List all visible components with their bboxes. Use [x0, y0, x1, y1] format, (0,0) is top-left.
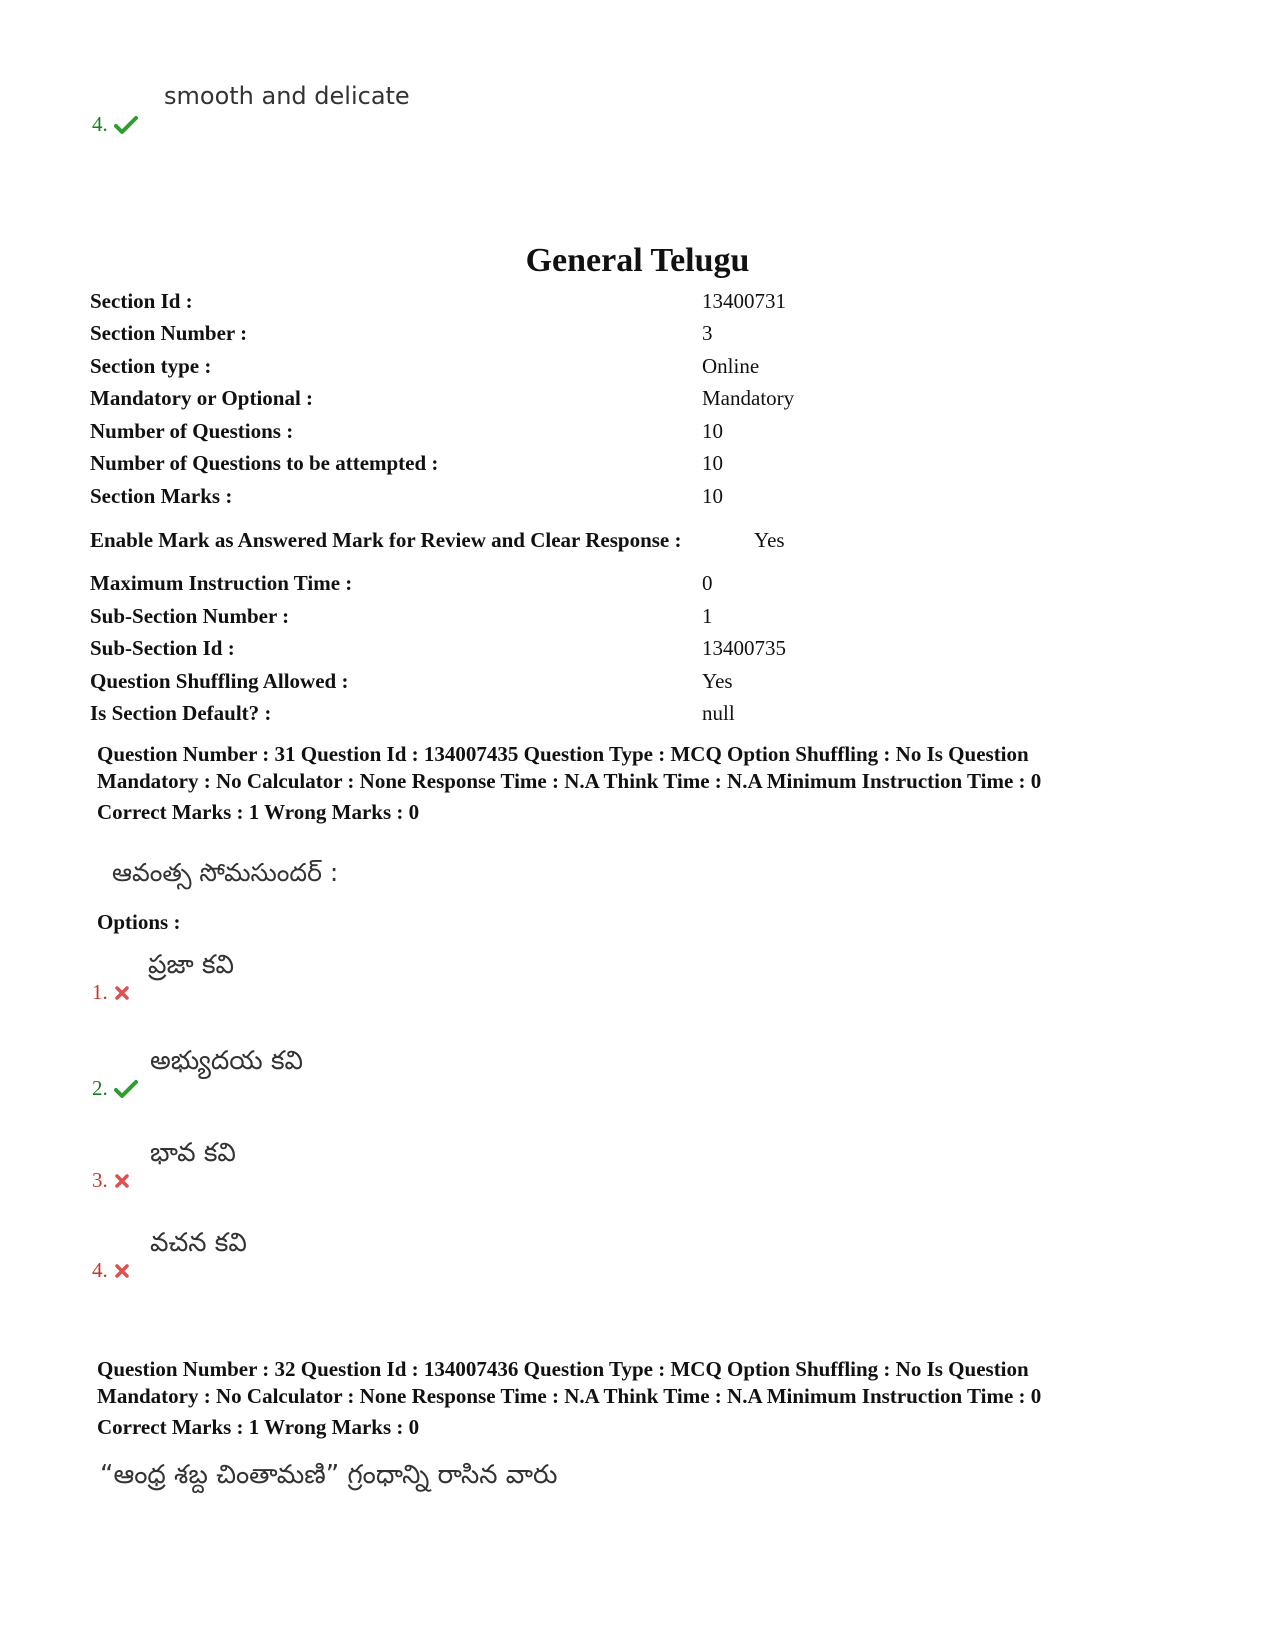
info-value: 3 [702, 321, 713, 346]
section-info-row [90, 285, 794, 318]
section-info-row [90, 480, 794, 513]
info-value: 13400735 [702, 636, 786, 661]
checkmark-icon [114, 1079, 138, 1099]
info-value: 10 [702, 483, 723, 508]
info-key: Question Shuffling Allowed : [90, 668, 349, 693]
question-marks: Correct Marks : 1 Wrong Marks : 0 [97, 800, 420, 824]
question-meta-line2: Mandatory : No Calculator : None Response Time : N.A Think Time : N.A Minimum Instruction Time : 0 [97, 769, 1042, 793]
checkmark-icon [114, 115, 138, 135]
cross-icon [114, 1173, 130, 1189]
option-number: 2. [92, 1076, 138, 1101]
info-value: 0 [702, 571, 713, 596]
info-value: 10 [702, 418, 723, 443]
info-value: 10 [702, 451, 723, 476]
section-info-row [90, 600, 794, 633]
option-number: 3. [92, 1168, 130, 1193]
option-number: 1. [92, 980, 130, 1005]
question-32-meta [97, 1356, 1217, 1441]
info-key: Enable Mark as Answered Mark for Review and Clear Response : [90, 528, 682, 552]
section-info-row [90, 513, 794, 568]
info-key: Section Id : [90, 288, 193, 313]
option-text: భావ కవి [150, 1138, 236, 1168]
option-number: 4. [92, 112, 138, 137]
cross-icon [114, 1263, 130, 1279]
section-info-row [90, 633, 794, 666]
info-key: Section type : [90, 353, 212, 378]
info-value: Yes [702, 668, 733, 693]
info-value: Yes [754, 528, 785, 552]
info-value: 13400731 [702, 288, 786, 313]
info-key: Section Marks : [90, 483, 233, 508]
info-key: Number of Questions to be attempted : [90, 451, 439, 476]
info-key: Mandatory or Optional : [90, 386, 314, 411]
question-31-meta [97, 741, 1217, 826]
option-text: వచన కవి [150, 1228, 247, 1258]
section-title: General Telugu [525, 242, 750, 279]
info-key: Sub-Section Id : [90, 636, 235, 661]
question-meta-line2: Mandatory : No Calculator : None Response Time : N.A Think Time : N.A Minimum Instruction Time : 0 [97, 1384, 1042, 1408]
section-info-row [90, 350, 794, 383]
section-info-row [90, 318, 794, 351]
info-key: Number of Questions : [90, 418, 294, 443]
question-marks: Correct Marks : 1 Wrong Marks : 0 [97, 1415, 420, 1439]
info-value: Online [702, 353, 760, 378]
cross-icon [114, 985, 130, 1001]
info-key: Maximum Instruction Time : [90, 571, 353, 596]
info-key: Sub-Section Number : [90, 603, 290, 628]
question-32-text: “ఆంధ్ర శబ్ద చింతామణి” గ్రంధాన్ని రాసిన వారు [100, 1460, 558, 1490]
info-value: 1 [702, 603, 713, 628]
option-text: smooth and delicate [164, 82, 410, 110]
section-info-row [90, 698, 794, 731]
section-info-table [90, 285, 794, 730]
info-key: Is Section Default? : [90, 701, 272, 726]
info-key: Section Number : [90, 321, 248, 346]
section-info-row [90, 383, 794, 416]
option-text: అభ్యుదయ కవి [150, 1046, 304, 1076]
question-31-text: ఆవంత్స సోమసుందర్ : [112, 858, 339, 887]
option-text: ప్రజా కవి [148, 950, 235, 980]
section-info-row [90, 415, 794, 448]
question-meta-line1: Question Number : 31 Question Id : 134007435 Question Type : MCQ Option Shuffling : No Is Question [97, 742, 1029, 766]
info-value: Mandatory [702, 386, 795, 411]
section-info-row [90, 448, 794, 481]
question-meta-line1: Question Number : 32 Question Id : 134007436 Question Type : MCQ Option Shuffling : No Is Question [97, 1357, 1029, 1381]
section-info-row [90, 665, 794, 698]
option-number: 4. [92, 1258, 130, 1283]
info-value: null [702, 701, 735, 726]
section-info-row [90, 568, 794, 601]
options-label: Options : [97, 910, 181, 934]
